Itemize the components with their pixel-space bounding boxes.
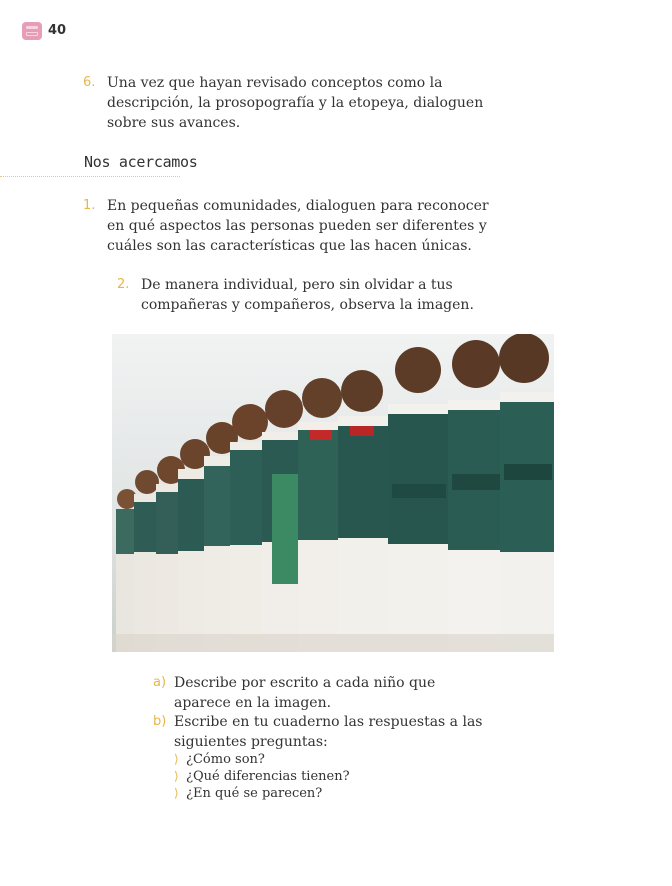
list-item-text: De manera individual, pero sin olvidar a tus compañeras y compañeros, observa la imagen. (141, 277, 474, 313)
list-item-number: 1. (83, 198, 96, 213)
book-logo-icon (22, 22, 42, 40)
sub-item-text: Escribe en tu cuaderno las respuestas a las siguientes preguntas: (174, 714, 483, 750)
bullet-icon: ⟩ (174, 786, 179, 800)
intro-text: Una vez que hayan revisado conceptos como la descripción, la prosopografía y la etopeya, dialoguen sobre sus avances. (107, 75, 484, 131)
intro-number: 6. (83, 75, 96, 90)
sub-item-letter: a) (153, 675, 167, 690)
bullet-icon: ⟩ (174, 769, 179, 783)
intro-item (83, 73, 487, 133)
question-item (174, 785, 350, 802)
section-title: Nos acercamos (84, 153, 198, 171)
sub-item-text: Describe por escrito a cada niño que aparece en la imagen. (174, 675, 436, 711)
question-text: ¿En qué se parecen? (186, 786, 323, 801)
sub-item-letter: b) (153, 714, 167, 729)
list-item-2 (117, 275, 536, 315)
question-item (174, 751, 350, 768)
children-photo-illustration (112, 334, 554, 652)
question-text: ¿Qué diferencias tienen? (186, 769, 350, 784)
sub-item-b (153, 712, 494, 752)
question-text: ¿Cómo son? (186, 752, 265, 767)
list-item-text: En pequeñas comunidades, dialoguen para reconocer en qué aspectos las personas pueden ser diferentes y cuáles son las características que las hacen únicas. (107, 198, 489, 254)
list-item-1 (83, 196, 507, 256)
sub-item-a (153, 673, 494, 713)
list-item-number: 2. (117, 277, 130, 292)
page-number: 40 (48, 23, 67, 38)
section-divider (0, 176, 180, 177)
question-item (174, 768, 350, 785)
question-list (174, 751, 350, 802)
children-photo (112, 334, 554, 652)
bullet-icon: ⟩ (174, 752, 179, 766)
